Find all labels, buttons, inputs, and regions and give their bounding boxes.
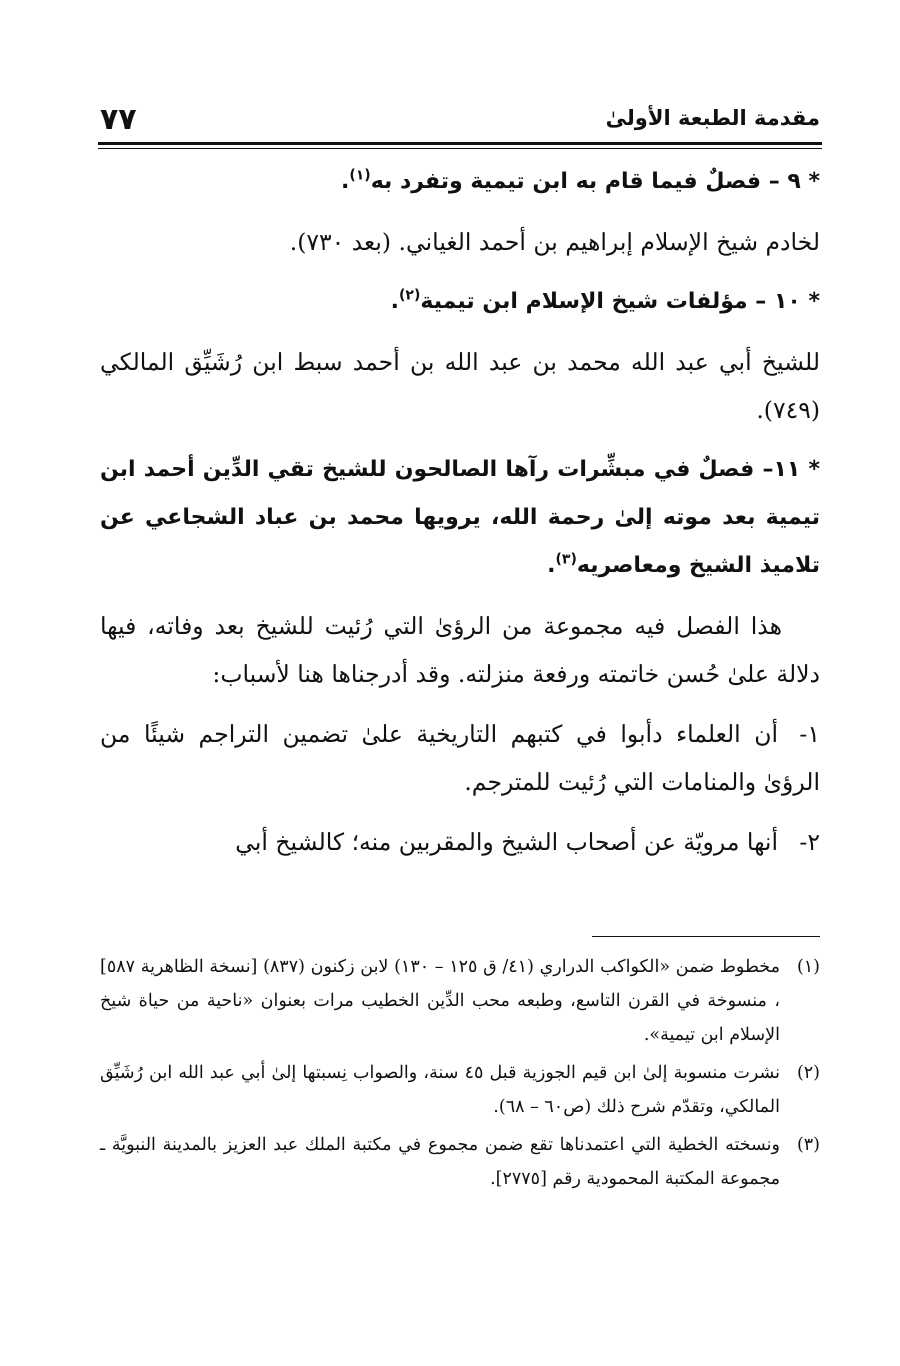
footnote-text: نشرت منسوبة إلىٰ ابن قيم الجوزية قبل ٤٥ سنة، والصواب نِسبتها إلىٰ أبي عبد الله ابن رُشَيِّق المالكي، وتقدّم شرح ذلك (ص٦٠ – ٦٨). [100,1063,780,1117]
header-rule-thin [98,148,822,149]
footnote-ref-1[interactable]: (١) [349,167,371,184]
footnote-ref-3[interactable]: (٣) [555,551,577,568]
footnote-separator [592,936,820,937]
paragraph-intro: هذا الفصل فيه مجموعة من الرؤىٰ التي رُئيت للشيخ بعد وفاته، فيها دلالة علىٰ حُسن خاتمته ورفعة منزلته. وقد أدرجناها هنا لأسباب: [100,612,820,688]
main-text [100,158,820,866]
footnote-1 [100,950,820,1052]
footnote-3 [100,1128,820,1196]
list-number: ١- [799,720,820,748]
section-author-9: لخادم شيخ الإسلام إبراهيم بن أحمد الغياني. (بعد ٧٣٠). [289,228,820,256]
page-number: ٧٧ [100,102,137,137]
footnote-text: ونسخته الخطية التي اعتمدناها تقع ضمن مجموع في مكتبة الملك عبد العزيز بالمدينة النبويَّة ـ مجموعة المكتبة المحمودية رقم [٢٧٧٥]. [100,1135,780,1189]
section-heading-9: * ٩ – فصلٌ فيما قام به ابن تيمية وتفرد به$^{(١)}$. [340,167,820,194]
section-author-10: للشيخ أبي عبد الله محمد بن عبد الله بن أحمد سبط ابن رُشَيِّق المالكي (٧٤٩). [100,348,820,424]
list-number: ٢- [799,828,820,856]
header-rule-thick [98,142,822,145]
section-heading-10: * ١٠ – مؤلفات شيخ الإسلام ابن تيمية$^{(٢)}$. [390,287,820,314]
footnotes [100,950,820,1200]
footnote-2 [100,1056,820,1124]
footnote-number: (٣) [796,1135,820,1155]
footnote-ref-2[interactable]: (٢) [399,287,421,304]
section-heading-11: * ١١– فصلٌ في مبشِّرات رآها الصالحون للشيخ تقي الدِّين أحمد ابن تيمية بعد موته إلىٰ رحمة الله، يرويها محمد بن عباد الشجاعي عن تلاميذ الشيخ ومعاصريه$^{(٣)}$. [100,457,820,578]
list-item-2: ٢-أنها مرويّة عن أصحاب الشيخ والمقربين منه؛ كالشيخ أبي [100,818,820,866]
list-item-1: ١-أن العلماء دأبوا في كتبهم التاريخية علىٰ تضمين التراجم شيئًا من الرؤىٰ والمنامات التي رُئيت للمترجم. [100,710,820,806]
footnote-number: (٢) [796,1063,820,1083]
footnote-text: مخطوط ضمن «الكواكب الدراري (٤١/ ق ١٢٥ – ١٣٠) لابن زكنون (٨٣٧) [نسخة الظاهرية ٥٨٧] ، منسوخة في القرن التاسع، وطبعه محب الدِّين الخطيب مرات بعنوان «ناحية من حياة شيخ الإسلام ابن تيمية». [100,957,780,1045]
running-header [100,102,820,142]
footnote-number: (١) [796,957,820,977]
chapter-title: مقدمة الطبعة الأولىٰ [605,106,820,130]
